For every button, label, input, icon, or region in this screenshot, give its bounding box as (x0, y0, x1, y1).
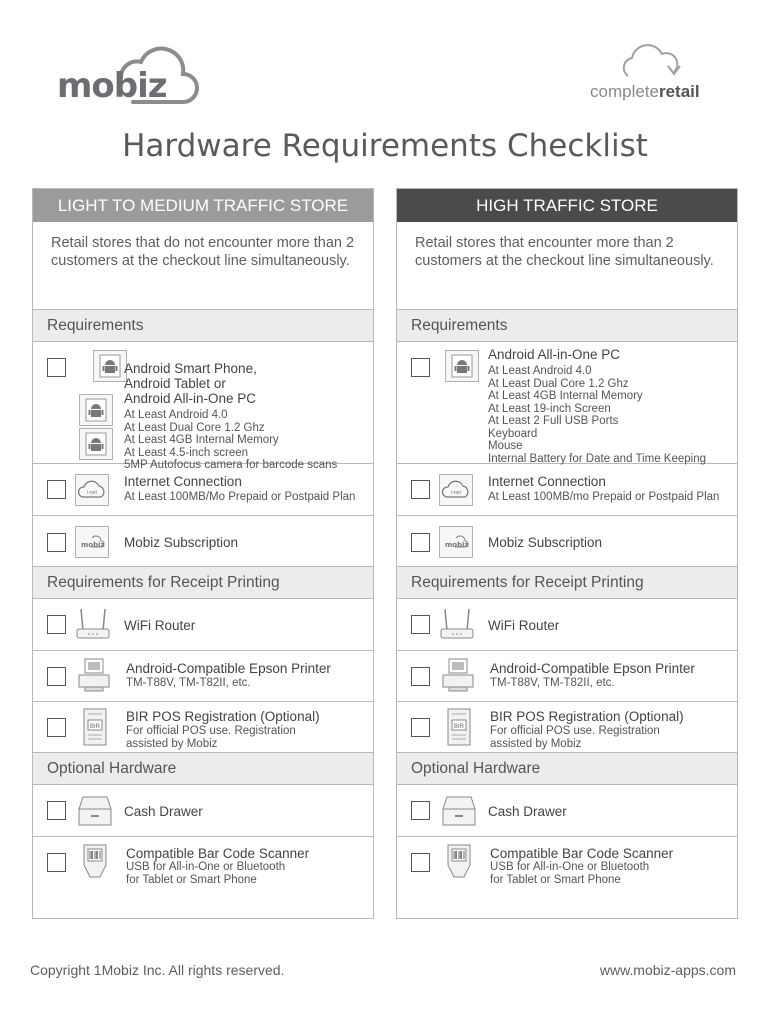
mobiz-logo (55, 44, 200, 106)
website-link[interactable]: www.mobiz-apps.com (599, 962, 736, 978)
checkbox-internet[interactable] (411, 480, 430, 499)
android-icon (445, 350, 479, 382)
android-icon (93, 350, 127, 382)
device-name-line: Android All-in-One PC (488, 347, 621, 362)
device-name (124, 361, 257, 406)
bir-row (397, 702, 737, 753)
detail-line: for Tablet or Smart Phone (126, 873, 257, 886)
receipt-printing-heading: Requirements for Receipt Printing (33, 567, 373, 599)
device-specs (488, 365, 706, 465)
subscription-row (397, 516, 737, 567)
router-icon (439, 607, 475, 646)
detail-line: For official POS use. Registration (490, 725, 660, 737)
printer-row (33, 651, 373, 702)
checkbox-subscription[interactable] (47, 533, 66, 552)
checkbox-bir[interactable] (411, 718, 430, 737)
subscription-title: Mobiz Subscription (488, 535, 603, 550)
android-icon (79, 394, 113, 426)
cash-drawer-row (33, 785, 373, 837)
internet-row (33, 464, 373, 516)
bir-title: BIR POS Registration (Optional) (490, 709, 684, 724)
complete-retail-wordmark: completeretail (590, 82, 700, 101)
svg-text:i-net: i-net (87, 490, 97, 496)
printer-title: Android-Compatible Epson Printer (490, 661, 695, 676)
cash-drawer-title: Cash Drawer (124, 804, 203, 819)
scanner-detail (490, 861, 649, 886)
internet-title: Internet Connection (124, 474, 242, 489)
device-specs (124, 409, 337, 472)
mobiz-logo-icon (439, 526, 473, 558)
checkbox-printer[interactable] (47, 667, 66, 686)
device-spec-line: Mouse (488, 440, 523, 452)
router-row (397, 599, 737, 651)
scanner-detail (126, 861, 285, 886)
svg-text:mobiz: mobiz (81, 541, 105, 549)
internet-row (397, 464, 737, 516)
internet-title: Internet Connection (488, 474, 606, 489)
requirements-heading: Requirements (33, 310, 373, 342)
requirements-heading: Requirements (397, 310, 737, 342)
light-medium-traffic-column (32, 188, 374, 919)
device-name-line: Android Smart Phone, (124, 361, 257, 376)
internet-detail: At Least 100MB/Mo Prepaid or Postpaid Plan (124, 491, 356, 503)
device-spec-line: At Least 4.5-inch screen (124, 446, 249, 459)
printer-detail: TM-T88V, TM-T82II, etc. (490, 677, 615, 689)
device-name-line: Android All-in-One PC (124, 391, 257, 406)
router-title: WiFi Router (488, 618, 560, 633)
cash-drawer-icon (441, 795, 477, 832)
device-spec-line: At Least Android 4.0 (488, 365, 592, 377)
android-device-row (397, 342, 737, 464)
detail-line: USB for All-in-One or Bluetooth (126, 861, 286, 873)
checkbox-subscription[interactable] (411, 533, 430, 552)
device-spec-line: At Least 4GB Internal Memory (488, 390, 643, 402)
barcode-scanner-icon (444, 843, 474, 884)
svg-text:i-net: i-net (451, 490, 461, 496)
mobiz-logo-icon (75, 526, 109, 558)
device-spec-line: 5MP Autofocus camera for barcode scans (124, 459, 338, 471)
optional-hardware-heading: Optional Hardware (33, 753, 373, 785)
cloud-internet-icon (75, 474, 109, 506)
high-traffic-column (396, 188, 738, 919)
checkbox-bir[interactable] (47, 718, 66, 737)
checkbox-cash-drawer[interactable] (411, 801, 430, 820)
scanner-row (397, 837, 737, 888)
scanner-title: Compatible Bar Code Scanner (126, 846, 310, 861)
device-spec-line: At Least Android 4.0 (124, 409, 228, 421)
router-title: WiFi Router (124, 618, 196, 633)
scanner-title: Compatible Bar Code Scanner (490, 846, 674, 861)
cloud-arrow-icon (618, 44, 688, 82)
column-description: Retail stores that do not encounter more than 2 customers at the checkout line simultaneously. (33, 222, 373, 310)
device-spec-line: At Least Dual Core 1.2 Ghz (488, 377, 629, 390)
column-heading: LIGHT TO MEDIUM TRAFFIC STORE (33, 189, 373, 222)
device-spec-line: At Least 4GB Internal Memory (124, 434, 279, 446)
column-heading: HIGH TRAFFIC STORE (397, 189, 737, 222)
subscription-row (33, 516, 373, 567)
bir-detail (490, 725, 660, 750)
bir-document-icon (447, 708, 471, 751)
column-description: Retail stores that encounter more than 2 customers at the checkout line simultaneously. (397, 222, 737, 310)
mobiz-wordmark: mobiz (57, 66, 167, 106)
bir-title: BIR POS Registration (Optional) (126, 709, 320, 724)
checkbox-cash-drawer[interactable] (47, 801, 66, 820)
checkbox-router[interactable] (47, 615, 66, 634)
device-spec-line: At Least 19-inch Screen (488, 402, 611, 415)
detail-line: For official POS use. Registration (126, 725, 296, 737)
barcode-scanner-icon (80, 843, 110, 884)
svg-text:mobiz: mobiz (445, 541, 469, 549)
detail-line: assisted by Mobiz (126, 737, 218, 750)
checkbox-internet[interactable] (47, 480, 66, 499)
bir-document-icon (83, 708, 107, 751)
subscription-title: Mobiz Subscription (124, 535, 239, 550)
complete-retail-logo (588, 44, 738, 104)
device-name-line: Android Tablet or (124, 376, 226, 391)
svg-text:BIR: BIR (453, 724, 465, 730)
page-title: Hardware Requirements Checklist (122, 128, 648, 164)
detail-line: for Tablet or Smart Phone (490, 873, 621, 886)
checkbox-printer[interactable] (411, 667, 430, 686)
router-row (33, 599, 373, 651)
checkbox-android-device[interactable] (47, 358, 66, 377)
printer-icon (77, 657, 111, 698)
checkbox-android-device[interactable] (411, 358, 430, 377)
checkbox-router[interactable] (411, 615, 430, 634)
optional-hardware-heading: Optional Hardware (397, 753, 737, 785)
detail-line: USB for All-in-One or Bluetooth (490, 861, 650, 873)
bir-row (33, 702, 373, 753)
cloud-internet-icon (439, 474, 473, 506)
cash-drawer-title: Cash Drawer (488, 804, 567, 819)
printer-icon (441, 657, 475, 698)
copyright-text: Copyright 1Mobiz Inc. All rights reserved. (30, 962, 285, 978)
android-icon (79, 428, 113, 460)
device-spec-line: Keyboard (488, 427, 538, 440)
printer-row (397, 651, 737, 702)
cash-drawer-row (397, 785, 737, 837)
printer-detail: TM-T88V, TM-T82II, etc. (126, 677, 251, 689)
receipt-printing-heading: Requirements for Receipt Printing (397, 567, 737, 599)
android-device-row (33, 342, 373, 471)
device-spec-line: At Least 2 Full USB Ports (488, 415, 619, 427)
device-spec-line: At Least Dual Core 1.2 Ghz (124, 421, 265, 434)
device-spec-line: Internal Battery for Date and Time Keeping (488, 452, 706, 465)
device-name (488, 347, 620, 362)
svg-text:BIR: BIR (89, 724, 101, 730)
router-icon (75, 607, 111, 646)
scanner-row (33, 837, 373, 888)
printer-title: Android-Compatible Epson Printer (126, 661, 331, 676)
checkbox-scanner[interactable] (47, 853, 66, 872)
internet-detail: At Least 100MB/mo Prepaid or Postpaid Plan (488, 491, 720, 503)
bir-detail (126, 725, 296, 750)
checkbox-scanner[interactable] (411, 853, 430, 872)
detail-line: assisted by Mobiz (490, 737, 582, 750)
cash-drawer-icon (77, 795, 113, 832)
